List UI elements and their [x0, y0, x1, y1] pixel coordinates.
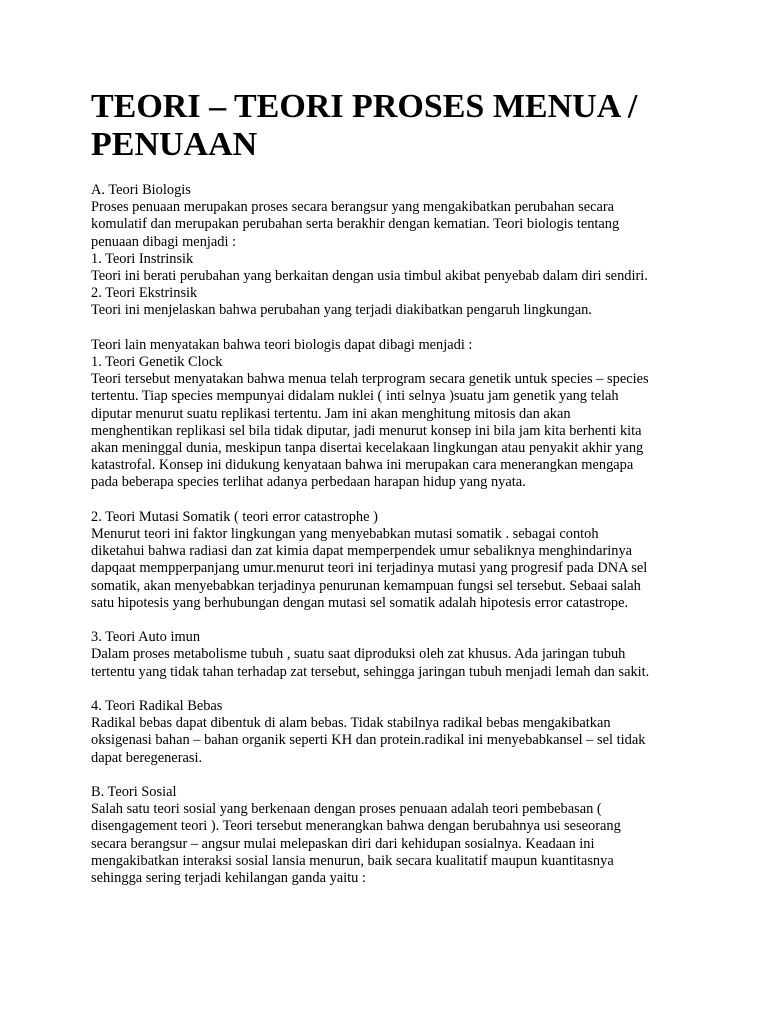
paragraph-line: Dalam proses metabolisme tubuh , suatu saat diproduksi oleh zat khusus. Ada jaringan tubuh [91, 646, 626, 663]
paragraph-spacer [91, 492, 691, 509]
title-line-1: TEORI – TEORI PROSES MENUA / [91, 88, 638, 125]
section-teori-auto-imun [91, 629, 691, 681]
paragraph-line: pada beberapa species terlihat adanya perbedaan harapan hidup yang nyata. [91, 474, 526, 491]
paragraph-line: Teori lain menyatakan bahwa teori biologis dapat dibagi menjadi : [91, 336, 473, 353]
paragraph-line: akan meninggal dunia, meskipun tanpa disertai kecelakaan lingkungan atau penyakit akhir yang [91, 440, 644, 457]
paragraph-line: diputar menurut suatu replikasi tertentu. Jam ini akan menghitung mitosis dan akan [91, 405, 571, 422]
section-teori-biologis [91, 182, 691, 320]
paragraph-line: katastrofal. Konsep ini didukung kenyataan bahwa ini merupakan cara menerangkan mengapa [91, 457, 634, 474]
subsection-heading: 2. Teori Mutasi Somatik ( teori error catastrophe ) [91, 508, 378, 525]
paragraph-line: dapqaat mempperpanjang umur.menurut teori ini terjadinya mutasi yang progresif pada DNA sel [91, 560, 648, 577]
section-teori-genetik-clock [91, 337, 691, 492]
paragraph-line: somatik, akan menyebabkan terjadinya penurunan kemampuan fungsi sel tersebut. Sebaai salah [91, 577, 641, 594]
document-body [91, 182, 691, 887]
paragraph-line: Teori tersebut menyatakan bahwa menua telah terprogram secara genetik untuk species – species [91, 371, 649, 388]
paragraph-line: secara berangsur – angsur mulai melepaskan diri dari kehidupan sosialnya. Keadaan ini [91, 835, 595, 852]
paragraph-line: satu hipotesis yang berhubungan dengan mutasi sel somatik adalah hipotesis error catastrope. [91, 594, 629, 611]
subsection-heading: 3. Teori Auto imun [91, 629, 201, 646]
paragraph-spacer [91, 320, 691, 337]
subsection-heading: 1. Teori Genetik Clock [91, 354, 223, 371]
section-heading: B. Teori Sosial [91, 784, 177, 801]
paragraph-line: disengagement teori ). Teori tersebut menerangkan bahwa dengan berubahnya usi seseorang [91, 818, 621, 835]
title-line-2: PENUAAN [91, 126, 258, 163]
paragraph-line: tertentu yang tidak tahan terhadap zat tersebut, sehingga jaringan tubuh menjadi lemah dan sakit. [91, 663, 650, 680]
paragraph-line: mengakibatkan interaksi sosial lansia menurun, baik secara kualitatif maupun kuantitasnya [91, 852, 614, 869]
paragraph-line: diketahui bahwa radiasi dan zat kimia dapat memperpendek umur sebaliknya menghindarinya [91, 543, 633, 560]
paragraph-line: penuaan dibagi menjadi : [91, 233, 237, 250]
paragraph-line: Menurut teori ini faktor lingkungan yang menyebabkan mutasi somatik . sebagai contoh [91, 526, 599, 543]
paragraph-line: Radikal bebas dapat dibentuk di alam bebas. Tidak stabilnya radikal bebas mengakibatkan [91, 715, 611, 732]
section-teori-radikal-bebas [91, 698, 691, 767]
paragraph-line: dapat beregenerasi. [91, 749, 203, 766]
section-teori-mutasi-somatik [91, 509, 691, 612]
paragraph-line: tertentu. Tiap species mempunyai didalam nuklei ( inti selnya )suatu jam genetik yang telah [91, 388, 619, 405]
section-teori-sosial [91, 784, 691, 887]
paragraph-line: menghentikan replikasi sel bila tidak diputar, jadi menurut konsep ini bila jam kita berhenti kita [91, 422, 642, 439]
paragraph-line: Salah satu teori sosial yang berkenaan dengan proses penuaan adalah teori pembebasan ( [91, 801, 602, 818]
paragraph-spacer [91, 681, 691, 698]
subsection-heading: 4. Teori Radikal Bebas [91, 698, 223, 715]
document-page [91, 88, 691, 887]
paragraph-line: Teori ini berati perubahan yang berkaitan dengan usia timbul akibat penyebab dalam diri sendiri. [91, 268, 648, 285]
paragraph-spacer [91, 767, 691, 784]
document-title [91, 88, 691, 164]
section-heading: A. Teori Biologis [91, 182, 191, 198]
paragraph-line: sehingga sering terjadi kehilangan ganda yaitu : [91, 870, 366, 887]
paragraph-line: komulatif dan merupakan perubahan serta berakhir dengan kematian. Teori biologis tentang [91, 216, 620, 233]
subsection-heading: 2. Teori Ekstrinsik [91, 285, 198, 302]
paragraph-line: oksigenasi bahan – bahan organik seperti KH dan protein.radikal ini menyebabkansel – sel tidak [91, 732, 646, 749]
paragraph-spacer [91, 612, 691, 629]
subsection-heading: 1. Teori Instrinsik [91, 250, 194, 267]
paragraph-line: Teori ini menjelaskan bahwa perubahan yang terjadi diakibatkan pengaruh lingkungan. [91, 302, 592, 319]
paragraph-line: Proses penuaan merupakan proses secara berangsur yang mengakibatkan perubahan secara [91, 199, 615, 216]
